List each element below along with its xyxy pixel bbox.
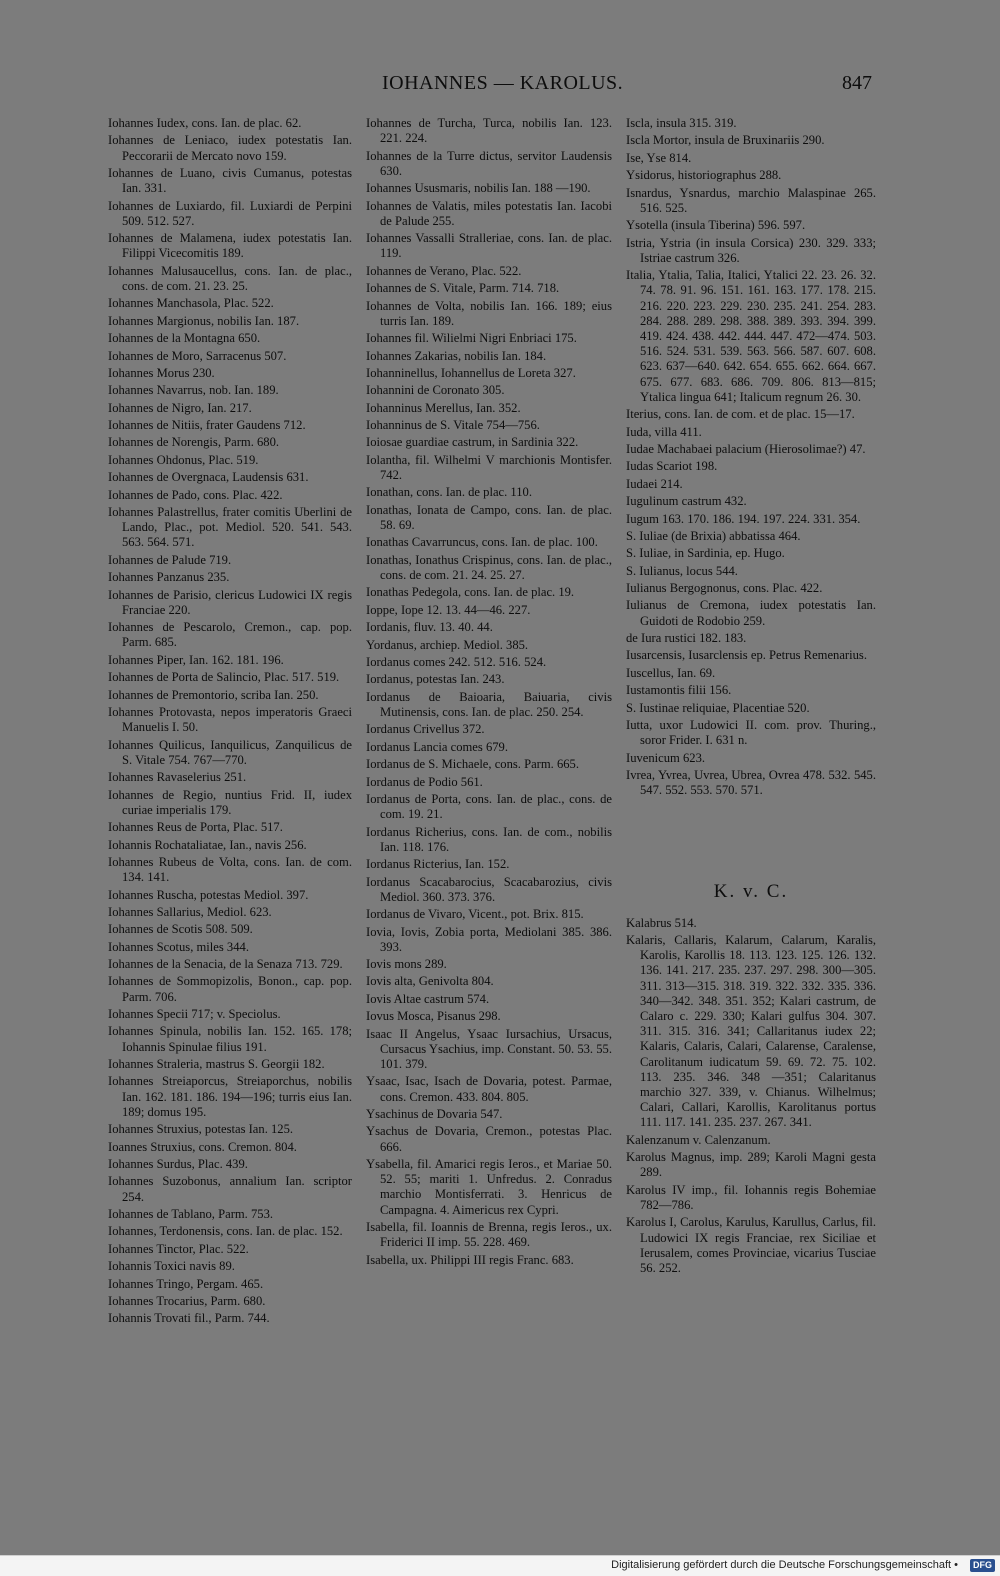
index-entry: Iordanus Richerius, cons. Ian. de com., nobilis Ian. 118. 176. [366, 824, 612, 854]
index-entry: Iohannini de Coronato 305. [366, 383, 505, 398]
index-entry: Ise, Yse 814. [626, 150, 692, 165]
index-entry: Iuvenicum 623. [626, 750, 706, 765]
index-entry: Iohannes de Overgnaca, Laudensis 631. [108, 470, 309, 485]
index-entry: Iohannes Zakarias, nobilis Ian. 184. [366, 348, 547, 363]
index-entry: Iohannes de Regio, nuntius Frid. II, iudex curiae imperialis 179. [108, 787, 352, 817]
index-entry: Iohannes Piper, Ian. 162. 181. 196. [108, 652, 284, 667]
index-entry: Isaac II Angelus, Ysaac Iursachius, Ursacus, Cursacus Ysachius, imp. Constant. 50. 53. 55. 101. 379. [366, 1026, 612, 1072]
index-entry: Iordanus de Podio 561. [366, 774, 483, 789]
index-entry: Ionathas, Ionata de Campo, cons. Ian. de plac. 58. 69. [366, 502, 612, 533]
index-entry: Iohannes Rubeus de Volta, cons. Ian. de com. 134. 141. [108, 854, 352, 885]
index-entry: Iohanninellus, Iohannellus de Loreta 327. [366, 365, 576, 380]
index-entry: Ysachus de Dovaria, Cremon., potestas Plac. 666. [366, 1124, 612, 1154]
index-entry: Iohannes de Pescarolo, Cremon., cap. pop. Parm. 685. [108, 620, 352, 650]
index-entry: Ysachinus de Dovaria 547. [366, 1107, 503, 1122]
index-entry: Iordanus Ricterius, Ian. 152. [366, 857, 510, 872]
index-entry: Iohannes de Turcha, Turca, nobilis Ian. 123. 221. 224. [366, 116, 612, 146]
index-entry: S. Iuliae (de Brixia) abbatissa 464. [626, 528, 801, 543]
index-column-1 [108, 116, 352, 1329]
index-entry: Iohannes fil. Wilielmi Nigri Enbriaci 175. [366, 331, 577, 346]
index-entry: Iohannes de Scotis 508. 509. [108, 922, 253, 937]
index-entry: Iudas Scariot 198. [626, 459, 718, 474]
index-entry: Iohannes de la Senacia, de la Senaza 713. 729. [108, 957, 343, 972]
index-entry: Iohannes de Porta de Salincio, Plac. 517. 519. [108, 670, 340, 685]
index-entry: Iohannes Malusaucellus, cons. Ian. de plac., cons. de com. 21. 23. 25. [108, 263, 352, 293]
index-entry: Iohannes de Nigro, Ian. 217. [108, 400, 252, 415]
index-entry: Iordanus Crivellus 372. [366, 722, 485, 737]
funding-note: Digitalisierung gefördert durch die Deutsche Forschungsgemeinschaft • [611, 1559, 958, 1571]
index-entry: Iohannes Manchasola, Plac. 522. [108, 296, 274, 311]
index-entry: Iovis alta, Genivolta 804. [366, 974, 494, 989]
index-entry: Iordanis, fluv. 13. 40. 44. [366, 620, 493, 635]
index-entry: Iohannes Trocarius, Parm. 680. [108, 1293, 266, 1308]
index-entry: Iohannis Toxici navis 89. [108, 1259, 235, 1274]
index-entry: Iohannes Quilicus, Ianquilicus, Zanquilicus de S. Vitale 754. 767—770. [108, 737, 352, 767]
index-entry: Iohannes Straleria, mastrus S. Georgii 182. [108, 1057, 325, 1072]
index-entry: Ioannes Struxius, cons. Cremon. 804. [108, 1139, 297, 1154]
index-entry: Iordanus de S. Michaele, cons. Parm. 665. [366, 757, 579, 772]
index-entry: Iohannes Suzobonus, annalium Ian. scriptor 254. [108, 1174, 352, 1204]
index-entry: Iterius, cons. Ian. de com. et de plac. 15—17. [626, 407, 855, 422]
index-entry: Iohannes de Valatis, miles potestatis Ian. Iacobi de Palude 255. [366, 198, 612, 228]
index-entry: Iohannes de Palude 719. [108, 552, 232, 567]
index-entry: Iohannis Rochataliatae, Ian., navis 256. [108, 837, 307, 852]
index-entry: S. Iulianus, locus 544. [626, 563, 738, 578]
index-entry: Iusarcensis, Iusarclensis ep. Petrus Remenarius. [626, 648, 867, 663]
dfg-logo[interactable]: DFG [970, 1559, 995, 1572]
index-entry: de Iura rustici 182. 183. [626, 631, 747, 646]
index-entry: Ionathas Pedegola, cons. Ian. de plac. 19. [366, 585, 575, 600]
index-entry: Iohannis Trovati fil., Parm. 744. [108, 1311, 270, 1326]
index-entry: Isnardus, Ysnardus, marchio Malaspinae 265. 516. 525. [626, 185, 876, 215]
index-entry: Iovis Altae castrum 574. [366, 991, 490, 1006]
index-entry: Yordanus, archiep. Mediol. 385. [366, 637, 529, 652]
index-entry: S. Iustinae reliquiae, Placentiae 520. [626, 700, 810, 715]
index-entry: Iohannes Spinula, nobilis Ian. 152. 165. 178; Iohannis Spinulae filius 191. [108, 1024, 352, 1054]
index-entry: Iohannes Reus de Porta, Plac. 517. [108, 820, 283, 835]
section-k-entries [626, 916, 876, 1277]
index-entry: Iscla, insula 315. 319. [626, 116, 737, 130]
index-entry: Karolus IV imp., fil. Iohannis regis Bohemiae 782—786. [626, 1182, 876, 1212]
index-entry: Iohannes de Nitiis, frater Gaudens 712. [108, 418, 306, 433]
index-column-3 [626, 116, 876, 1278]
index-entry: Iohannes Panzanus 235. [108, 570, 230, 585]
index-entry: Iohannes Morus 230. [108, 365, 215, 380]
index-entry: Iohannes de la Montagna 650. [108, 331, 261, 346]
index-entry: Iugulinum castrum 432. [626, 494, 747, 509]
index-entry: Iohannes Streiaporcus, Streiaporchus, nobilis Ian. 162. 181. 186. 194—196; turris eius Ian. 189; domus 195. [108, 1074, 352, 1119]
index-entry: Iohannes, Terdonensis, cons. Ian. de plac. 152. [108, 1224, 343, 1239]
index-entry: Iordanus comes 242. 512. 516. 524. [366, 655, 547, 669]
index-entry: Iohanninus Merellus, Ian. 352. [366, 400, 521, 415]
index-entry: Iohannes Scotus, miles 344. [108, 939, 249, 954]
index-entry: Iordanus, potestas Ian. 243. [366, 672, 505, 687]
index-entry: Ivrea, Yvrea, Uvrea, Ubrea, Ovrea 478. 532. 545. 547. 552. 553. 570. 571. [626, 767, 876, 798]
running-title: IOHANNES — KAROLUS. [382, 72, 624, 94]
index-entry: Iohannes de Norengis, Parm. 680. [108, 435, 280, 450]
index-entry: Iordanus de Porta, cons. Ian. de plac., cons. de com. 19. 21. [366, 791, 612, 822]
index-entry: Iohannes Ravaselerius 251. [108, 770, 247, 785]
section-heading: K. v. C. [713, 881, 789, 903]
index-entry: Iohannes Struxius, potestas Ian. 125. [108, 1122, 294, 1137]
index-entry: Iohannes Specii 717; v. Speciolus. [108, 1007, 281, 1022]
index-entry: Ysotella (insula Tiberina) 596. 597. [626, 218, 806, 233]
index-entry: Istria, Ystria (in insula Corsica) 230. 329. 333; Istriae castrum 326. [626, 235, 876, 265]
index-entry: S. Iuliae, in Sardinia, ep. Hugo. [626, 546, 785, 561]
index-entry: Ionathas Cavarruncus, cons. Ian. de plac. 100. [366, 535, 598, 550]
page-header [0, 72, 1000, 100]
index-entry: Kalenzanum v. Calenzanum. [626, 1132, 771, 1147]
index-entry: Iohannes de Sommopizolis, Bonon., cap. pop. Parm. 706. [108, 974, 352, 1004]
index-entry: Iohannes de Luxiardo, fil. Luxiardi de Perpini 509. 512. 527. [108, 198, 352, 228]
index-entry: Iohannes de Leniaco, iudex potestatis Ian. Peccorarii de Mercato novo 159. [108, 133, 352, 163]
index-entry: Iulianus de Cremona, iudex potestatis Ian. Guidoti de Rodobio 259. [626, 598, 876, 628]
index-entry: Iutta, uxor Ludowici II. com. prov. Thuring., soror Frider. I. 631 n. [626, 718, 876, 748]
index-entry: Iohannes Surdus, Plac. 439. [108, 1157, 248, 1172]
index-entry: Iohannes de Malamena, iudex potestatis Ian. Filippi Vicecomitis 189. [108, 231, 352, 261]
index-entry: Iohannes de Verano, Plac. 522. [366, 263, 522, 278]
index-entry: Ionathas, Ionathus Crispinus, cons. Ian. de plac., cons. de com. 21. 24. 25. 27. [366, 552, 612, 583]
index-entry: Iohannes Ruscha, potestas Mediol. 397. [108, 887, 309, 902]
index-entry: Iscla Mortor, insula de Bruxinariis 290. [626, 133, 825, 148]
index-entry: Iohannes Ususmaris, nobilis Ian. 188 —190. [366, 181, 591, 196]
index-entry: Iustamontis filii 156. [626, 683, 732, 698]
index-entry: Isabella, fil. Ioannis de Brenna, regis Ieros., ux. Friderici II imp. 55. 228. 469. [366, 1220, 612, 1250]
index-entry: Iordanus de Baioaria, Baiuaria, civis Mutinensis, cons. Ian. de plac. 250. 254. [366, 689, 612, 719]
index-entry: Iohannes Tringo, Pergam. 465. [108, 1276, 264, 1291]
index-entry: Ioiosae guardiae castrum, in Sardinia 322. [366, 435, 579, 450]
index-entry: Iohannes Iudex, cons. Ian. de plac. 62. [108, 116, 302, 130]
index-entry: Karolus Magnus, imp. 289; Karoli Magni gesta 289. [626, 1150, 876, 1180]
index-entry: Kalabrus 514. [626, 915, 697, 930]
index-entry: Iugum 163. 170. 186. 194. 197. 224. 331. 354. [626, 511, 861, 526]
index-entry: Iordanus Scacabarocius, Scacabarozius, civis Mediol. 360. 373. 376. [366, 874, 612, 904]
column-3-entries [626, 116, 876, 798]
index-entry: Iordanus de Vivaro, Vicent., pot. Brix. 815. [366, 907, 584, 922]
index-entry: Iudaei 214. [626, 476, 683, 491]
index-entry: Iohannes Protovasta, nepos imperatoris Graeci Manuelis I. 50. [108, 704, 352, 735]
index-entry: Karolus I, Carolus, Karulus, Karullus, Carlus, fil. Ludowici IX regis Franciae, rex Siciliae et Ierusalem, comes Provinciae, vicarius Tusciae 56. 252. [626, 1215, 876, 1275]
index-entry: Iohannes de Pado, cons. Plac. 422. [108, 487, 283, 502]
index-entry: Iudae Machabaei palacium (Hierosolimae?) 47. [626, 441, 866, 456]
index-entry: Iohannes de Luano, civis Cumanus, potestas Ian. 331. [108, 165, 352, 196]
index-entry: Iovus Mosca, Pisanus 298. [366, 1009, 501, 1024]
index-entry: Iohannes de Parisio, clericus Ludowici IX regis Franciae 220. [108, 587, 352, 617]
index-entry: Iohannes Margionus, nobilis Ian. 187. [108, 313, 300, 328]
index-entry: Kalaris, Callaris, Kalarum, Calarum, Karalis, Karolis, Karollis 18. 113. 123. 125. 126. 132. 136. 141. 217. 235. 237. 297. 298. 300—305. 311. 313—315. 318. 319. 322. 332. 335. 336. 340—342. 348. 351. 352; Kalari castrum, de Calaro c. 229. 330; Kalari gulfus 304. 307. 311. 315. 316. 341; Callaritanus iudex 22; Kalaris, Calaris, Calari, Calarense, Caralense, Carolitanum iudicatum 59. 69. 72. 75. 102. 113. 235. 346. 348 —351; Calaritanus marchio 327. 339, v. Chianus. Wilhelmus; Calari, Callari, Karollis, Karolitanus portus 111. 117. 141. 235. 237. 267. 341. [626, 932, 876, 1130]
index-entry: Iohannes de S. Vitale, Parm. 714. 718. [366, 281, 560, 296]
index-entry: Ysidorus, historiographus 288. [626, 168, 782, 183]
index-entry: Iohannes de la Turre dictus, servitor Laudensis 630. [366, 148, 612, 178]
index-entry: Iordanus Lancia comes 679. [366, 739, 508, 754]
index-entry: Iohannes Sallarius, Mediol. 623. [108, 904, 272, 919]
index-entry: Iuscellus, Ian. 69. [626, 665, 716, 680]
index-entry: Iohannes Navarrus, nob. Ian. 189. [108, 383, 279, 398]
index-entry: Iohannes Vassalli Stralleriae, cons. Ian. de plac. 119. [366, 231, 612, 261]
index-entry: Ysaac, Isac, Isach de Dovaria, potest. Parmae, cons. Cremon. 433. 804. 805. [366, 1074, 612, 1104]
index-entry: Iohannes de Moro, Sarracenus 507. [108, 348, 287, 363]
index-entry: Iohannes Palastrellus, frater comitis Uberlini de Lando, Plac., pot. Mediol. 520. 541. 543. 563. 564. 571. [108, 505, 352, 550]
page-number: 847 [842, 72, 872, 94]
index-entry: Iohannes de Volta, nobilis Ian. 166. 189; eius turris Ian. 189. [366, 298, 612, 328]
index-entry: Ioppe, Iope 12. 13. 44—46. 227. [366, 602, 531, 617]
index-entry: Italia, Ytalia, Talia, Italici, Ytalici 22. 23. 26. 32. 74. 78. 91. 96. 151. 161. 163. 177. 178. 215. 216. 220. 223. 229. 230. 235. 241. 254. 283. 284. 288. 289. 298. 388. 389. 393. 394. 399. 419. 424. 438. 442. 444. 447. 472—474. 503. 516. 524. 531. 539. 563. 566. 587. 607. 608. 623. 637—640. 642. 654. 655. 662. 664. 667. 675. 677. 683. 686. 709. 806. 813—815; Ytalica lingua 641; Italicum regnum 26. 30. [626, 268, 876, 404]
index-entry: Iulianus Bergognonus, cons. Plac. 422. [626, 581, 823, 596]
index-entry: Iuda, villa 411. [626, 424, 702, 439]
index-entry: Iohannes de Premontorio, scriba Ian. 250. [108, 687, 319, 702]
index-entry: Ionathan, cons. Ian. de plac. 110. [366, 485, 532, 500]
index-column-2 [366, 116, 612, 1270]
index-entry: Iovis mons 289. [366, 957, 447, 972]
index-entry: Iohannes Tinctor, Plac. 522. [108, 1241, 249, 1256]
index-entry: Iohannes de Tablano, Parm. 753. [108, 1207, 274, 1222]
index-entry: Iohannes Ohdonus, Plac. 519. [108, 452, 259, 467]
index-entry: Isabella, ux. Philippi III regis Franc. 683. [366, 1252, 574, 1267]
index-entry: Iohanninus de S. Vitale 754—756. [366, 418, 540, 433]
index-entry: Ysabella, fil. Amarici regis Ieros., et Mariae 50. 52. 55; mariti 1. Unfredus. 2. Conradus marchio Montisferrati. 3. Henricus de Campagna. 4. Aimericus rex Cypri. [366, 1157, 612, 1217]
index-entry: Iovia, Iovis, Zobia porta, Mediolani 385. 386. 393. [366, 924, 612, 954]
footer-bar [0, 1555, 1000, 1576]
index-entry: Iolantha, fil. Wilhelmi V marchionis Montisfer. 742. [366, 452, 612, 483]
